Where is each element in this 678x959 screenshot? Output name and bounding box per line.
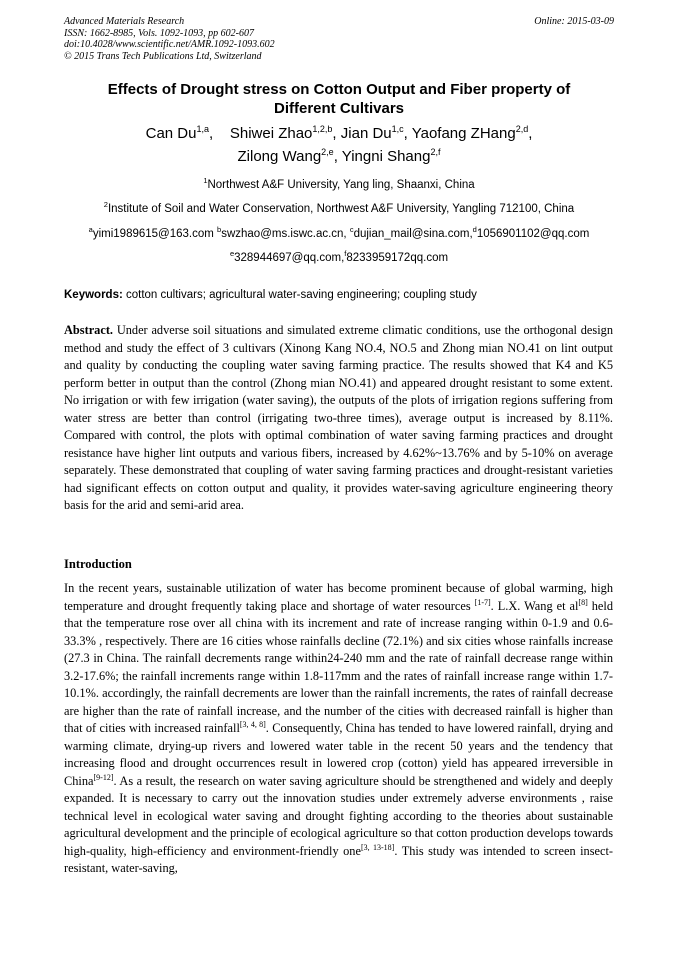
email-address: yimi1989615@163.com [92,228,218,240]
citation: [3, 13-18] [360,842,395,852]
email-line-2: $^e$328944697@qq.com,$^f$8233959172qq.com [229,249,449,264]
title-line-2: Different Cultivars [273,100,405,117]
journal-name: Advanced Materials Research [64,16,185,27]
citation: [8] [578,597,588,607]
email-address: 1056901102@qq.com [476,228,590,240]
journal-header [64,16,275,62]
keywords-text: cotton cultivars; agricultural water-saving engineering; coupling study [122,289,477,301]
author-name: Yingni Shang [341,148,431,165]
author-name: Can Du [145,125,197,142]
copyright-line: © 2015 Trans Tech Publications Ltd, Switzerland [64,50,262,62]
introduction-heading: Introduction [64,557,132,571]
author-name: Zilong Wang [237,148,322,165]
author-name: Jian Du [340,125,392,142]
doi-line: doi:10.4028/www.scientific.net/AMR.1092-1093.602 [64,39,275,50]
author-list [64,122,614,168]
author-line-1: Can Du$^{1,a}$, Shiwei Zhao$^{1,2,b}$, Jian Du$^{1,c}$, Yaofang ZHang$^{2,d}$, [145,124,533,142]
affiliation-2: $^2$Institute of Soil and Water Conservation, Northwest A&F University, Yangling 712100, China [103,200,575,215]
citation: [9-12] [93,772,114,782]
email-line-1: $^a$yimi1989615@163.com $^b$swzhao@ms.iswc.ac.cn, $^c$dujian_mail@sina.com,$^d$1056901102@qq.com [88,225,590,240]
email-address: 328944697@qq.com, [234,252,345,264]
citation: [3, 4, 8] [239,720,266,729]
author-affil-mark: 1,c [391,124,404,134]
author-affil-mark: 2,e [321,147,334,157]
email-address: dujian_mail@sina.com, [353,228,473,240]
keywords [64,288,614,303]
online-date: Online: 2015-03-09 [534,16,614,27]
author-affil-mark: 1,a [196,124,209,134]
email-address: 8233959172qq.com [346,252,449,264]
issn-line: ISSN: 1662-8985, Vols. 1092-1093, pp 602-607 [64,27,254,39]
abstract [64,322,613,515]
citation: [1-7] [474,597,491,607]
author-affil-mark: 2,f [430,147,441,157]
affiliation-1: $^1$Northwest A&F University, Yang ling, Shaanxi, China [203,176,475,191]
author-name: Yaofang ZHang [411,125,516,142]
paper-title [64,80,614,118]
keywords-label: Keywords: [64,289,123,301]
author-affil-mark: 2,d [515,124,529,134]
introduction-paragraph: In the recent years, sustainable utilization of water has become prominent because of global warming, high temperature and drought frequently taking place and shortage of water resources [1-7]. L.X. Wang et al[8] held that the temperature rose over all china with its increment and rate of increase ranging within 0-1.9 and 0.6-33.3% , respectively. There are 16 cities whose rainfalls decline (72.1%) and six cities whose rainfalls increase (27.3 in China. The rainfall decrements range within24-240 mm and the rate of rainfall decrease range within 3.2-17.6%; the rainfall increments range within 1.8-117mm and the rates of rainfall increase range within 1.7-10.1%. accordingly, the rainfall decrements are lower than the rainfall increments, the rates of rainfall decrease are higher than the rate of rainfall increase, and the number of the cities with decreased rainfall is higher than that of cities with increased rainfall[3, 4, 8]. Consequently, China has tended to have lowered rainfall, drying and warming climate, drying-up rivers and lowered water table in the recent 50 years and the tendency that increasing flood and drought occurrences result in lowered crop (cotton) yield has appeared irreversible in China[9-12]. As a result, the research on water saving agriculture should be strengthened and widely and deeply expanded. It is necessary to carry out the innovation studies under extremely adverse environments , raise technical level in ecological water saving and drought fighting according to the theories about sustainable agricultural development and the principle of ecological agriculture so that cotton production develops towards high-quality, high-efficiency and environment-friendly one[3, 13-18]. This study was intended to screen insect-resistant, water-saving, [64,581,614,875]
email-address: swzhao@ms.iswc.ac.cn, [221,228,350,240]
abstract-label: Abstract. [64,323,114,337]
author-line-2: Zilong Wang$^{2,e}$, Yingni Shang$^{2,f}$ [237,147,441,165]
author-affil-mark: 1,2,b [312,124,333,134]
author-name: Shiwei Zhao [229,125,313,142]
title-line-1: Effects of Drought stress on Cotton Output and Fiber property of [107,81,571,98]
abstract-text: Under adverse soil situations and simulated extreme climatic conditions, use the orthogonal design method and study the effect of 3 cultivars (Xinong Kang NO.4, NO.5 and Zhong mian NO.41 on lint output and quality by conducting the coupling water saving farming practice. The results showed that K4 and K5 perform better in output than the control (Zhong mian NO.41) and appeared drought resistant to some extent. No irrigation or with few irrigation (water saving), the outputs of the plots of irrigation regions suffering from water stress are better than control (irrigating two-three times), average output is increased by 8.11%. Compared with control, the plots with optimal combination of water saving farming practices and drought resistance have higher lint outputs and various fibers, increased by 4.62%~13.76% and by 5-10% on average separately. These demonstrated that coupling of water saving farming practices and drought-resistant varieties had significant effects on cotton output and quality, it provides water-saving agriculture engineering theory basis for the arid and semi-arid area. [64,323,613,512]
